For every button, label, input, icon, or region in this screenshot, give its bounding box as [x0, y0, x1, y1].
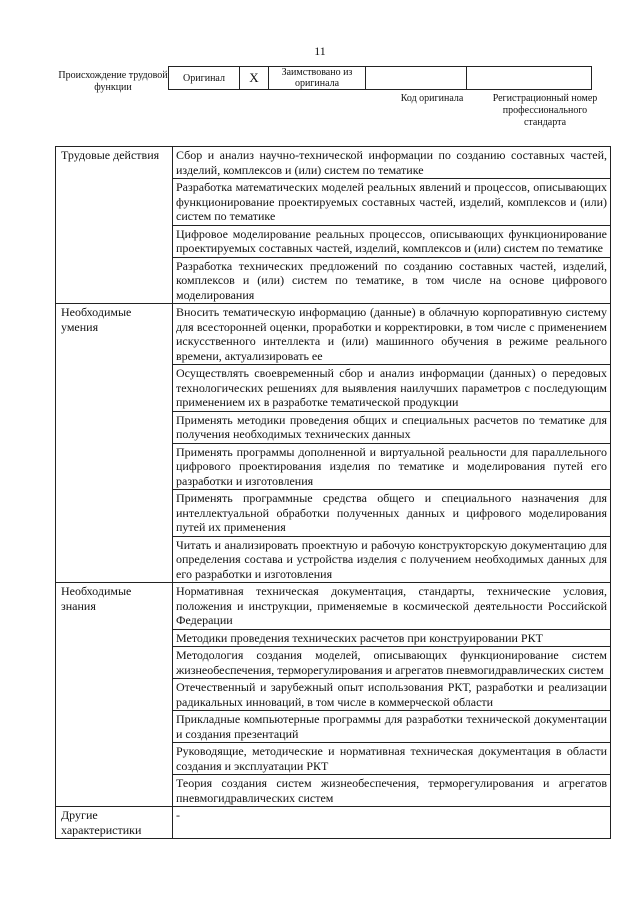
- table-row: [56, 304, 611, 365]
- item-cell: Цифровое моделирование реальных процессов, описывающих функционирование проектируемых составных частей, изделий, комплексов и (или) систем по тематике: [173, 225, 611, 257]
- item-cell: Методология создания моделей, описывающих функционирование систем жизнеобеспечения, терморегулирования и агрегатов пневмогидравлических систем: [173, 647, 611, 679]
- original-cell: Оригинал: [169, 67, 240, 90]
- item-cell: -: [173, 807, 611, 839]
- borrowed-cell: Заимствовано из оригинала: [269, 67, 366, 90]
- item-cell: Сбор и анализ научно-технической информации по созданию составных частей, изделий, комплексов и (или) систем по тематике: [173, 147, 611, 179]
- original-code-caption: Код оригинала: [400, 93, 464, 104]
- item-cell: Применять программы дополненной и виртуальной реальности для параллельного цифрового проектирования изделия по тематике и моделирования путей его разработки и изготовления: [173, 443, 611, 490]
- item-cell: Нормативная техническая документация, стандарты, технические условия, положения и инструкции, применяемые в космической деятельности Российской Федерации: [173, 583, 611, 630]
- item-cell: Методики проведения технических расчетов при конструировании РКТ: [173, 629, 611, 647]
- item-cell: Применять методики проведения общих и специальных расчетов по тематике для получения необходимых технических данных: [173, 411, 611, 443]
- item-cell: Разработка математических моделей реальных явлений и процессов, описывающих функционирование проектируемых составных частей, изделий, комплексов и (или) систем по тематике: [173, 179, 611, 226]
- registration-number-caption: Регистрационный номер профессионального стандарта: [492, 93, 598, 128]
- table-row: [56, 147, 611, 179]
- item-cell: Применять программные средства общего и специального назначения для интеллектуальной обработки полученных данных и цифрового моделирования путей их применения: [173, 490, 611, 537]
- item-cell: Теория создания систем жизнеобеспечения, терморегулирования и агрегатов пневмогидравлических систем: [173, 775, 611, 807]
- item-cell: Отечественный и зарубежный опыт использования РКТ, разработки и реализации радикальных инноваций, в том числе в коммерческой области: [173, 679, 611, 711]
- labor-function-table: [55, 146, 611, 839]
- table-row: [56, 583, 611, 630]
- original-mark: X: [240, 67, 269, 90]
- item-cell: Осуществлять своевременный сбор и анализ информации (данных) о передовых технологических решениях для выявления наилучших параметров с последующим применением их в разработке тематической продукции: [173, 365, 611, 412]
- item-cell: Прикладные компьютерные программы для разработки технической документации и создания презентаций: [173, 711, 611, 743]
- category-cell: Трудовые действия: [56, 147, 173, 304]
- item-cell: Руководящие, методические и нормативная техническая документация в области создания и эксплуатации РКТ: [173, 743, 611, 775]
- item-cell: Разработка технических предложений по созданию составных частей, изделий, комплексов и (или) систем по тематике, в том числе на основе цифрового моделирования: [173, 257, 611, 304]
- page-number: 11: [314, 44, 326, 58]
- item-cell: Вносить тематическую информацию (данные) в облачную корпоративную систему для всесторонней оценки, проработки и корректировки, в том числе с применением искусственного интеллекта и (или) машинного обучения в режиме реального времени, актуализировать ее: [173, 304, 611, 365]
- category-cell: Необходимые знания: [56, 583, 173, 807]
- category-cell: Необходимые умения: [56, 304, 173, 583]
- origin-table: [168, 66, 592, 90]
- item-cell: Читать и анализировать проектную и рабочую конструкторскую документацию для определения состава и устройства изделия с получением необходимых данных для его разработки и изготовления: [173, 536, 611, 583]
- table-row: [56, 807, 611, 839]
- original-code-cell: [366, 67, 467, 90]
- registration-number-cell: [467, 67, 592, 90]
- origin-label: Происхождение трудовой функции: [58, 70, 168, 93]
- category-cell: Другие характеристики: [56, 807, 173, 839]
